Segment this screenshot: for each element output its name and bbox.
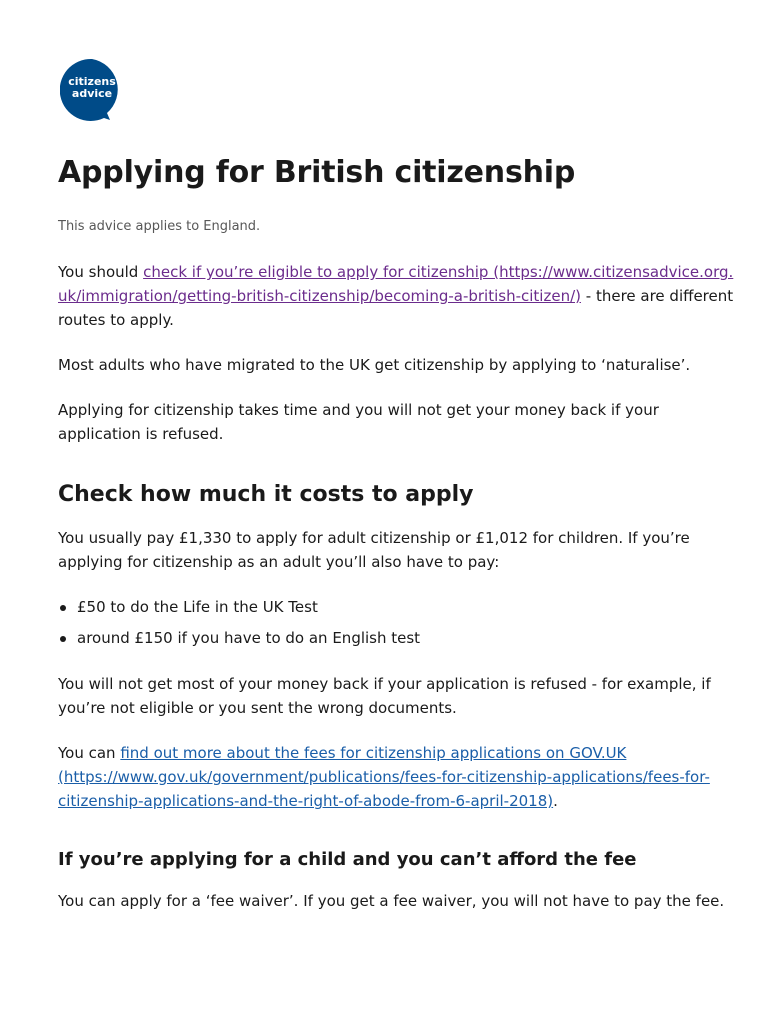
govuk-text-after: . (553, 792, 558, 810)
child-fee-heading: If you’re applying for a child and you can’t afford the fee (58, 849, 637, 870)
govuk-fees-paragraph (58, 741, 712, 813)
eligibility-text-before: You should (58, 263, 144, 281)
naturalise-paragraph (58, 353, 712, 377)
refused-line1: You will not get most of your money back if your application is refused - for example, if (58, 675, 711, 693)
refund-warning-line1: Applying for citizenship takes time and you will not get your money back if your (58, 401, 659, 419)
eligibility-text-after: - there are different (581, 287, 734, 305)
eligibility-paragraph (58, 260, 734, 332)
region-note: This advice applies to England. (58, 219, 261, 234)
costs-heading: Check how much it costs to apply (58, 482, 474, 507)
eligibility-link[interactable]: check if you’re eligible to apply for citizenship (https://www.citizensadvice.org. (143, 263, 734, 281)
list-item (58, 596, 420, 627)
refund-warning-paragraph (58, 398, 712, 446)
fees-line2: applying for citizenship as an adult you’ll also have to pay: (58, 553, 500, 571)
bullet-icon (60, 605, 66, 611)
page-title: Applying for British citizenship (58, 155, 576, 190)
govuk-fees-link[interactable]: find out more about the fees for citizenship applications on GOV.UK (120, 744, 627, 762)
eligibility-link-continued[interactable]: uk/immigration/getting-british-citizenship/becoming-a-british-citizen/) (58, 287, 581, 305)
citizens-advice-logo[interactable] (60, 58, 124, 122)
fees-line1: You usually pay £1,330 to apply for adult citizenship or £1,012 for children. If you’re (58, 529, 690, 547)
govuk-text-before: You can (58, 744, 121, 762)
list-item-text: around £150 if you have to do an English test (77, 629, 421, 647)
fee-waiver-text: You can apply for a ‘fee waiver’. If you get a fee waiver, you will not have to pay the fee. (58, 892, 725, 910)
govuk-fees-link-continued[interactable]: (https://www.gov.uk/government/publications/fees-for-citizenship-applications/fees-for- (58, 768, 710, 786)
logo-text-line2: advice (71, 87, 113, 100)
list-item (58, 627, 420, 658)
fees-paragraph (58, 526, 712, 574)
govuk-fees-link-end[interactable]: citizenship-applications-and-the-right-of-abode-from-6-april-2018) (58, 792, 554, 810)
refund-warning-line2: application is refused. (58, 425, 224, 443)
list-item-text: £50 to do the Life in the UK Test (77, 598, 318, 616)
eligibility-text-line3: routes to apply. (58, 311, 174, 329)
extra-costs-list (58, 596, 420, 658)
speech-bubble-logo-icon (60, 58, 124, 122)
fee-waiver-paragraph (58, 889, 725, 913)
bullet-icon (60, 636, 66, 642)
refused-line2: you’re not eligible or you sent the wrong documents. (58, 699, 457, 717)
naturalise-text: Most adults who have migrated to the UK get citizenship by applying to ‘naturalise’. (58, 356, 691, 374)
refused-paragraph (58, 672, 712, 720)
logo-text-line1: citizens (68, 75, 116, 88)
